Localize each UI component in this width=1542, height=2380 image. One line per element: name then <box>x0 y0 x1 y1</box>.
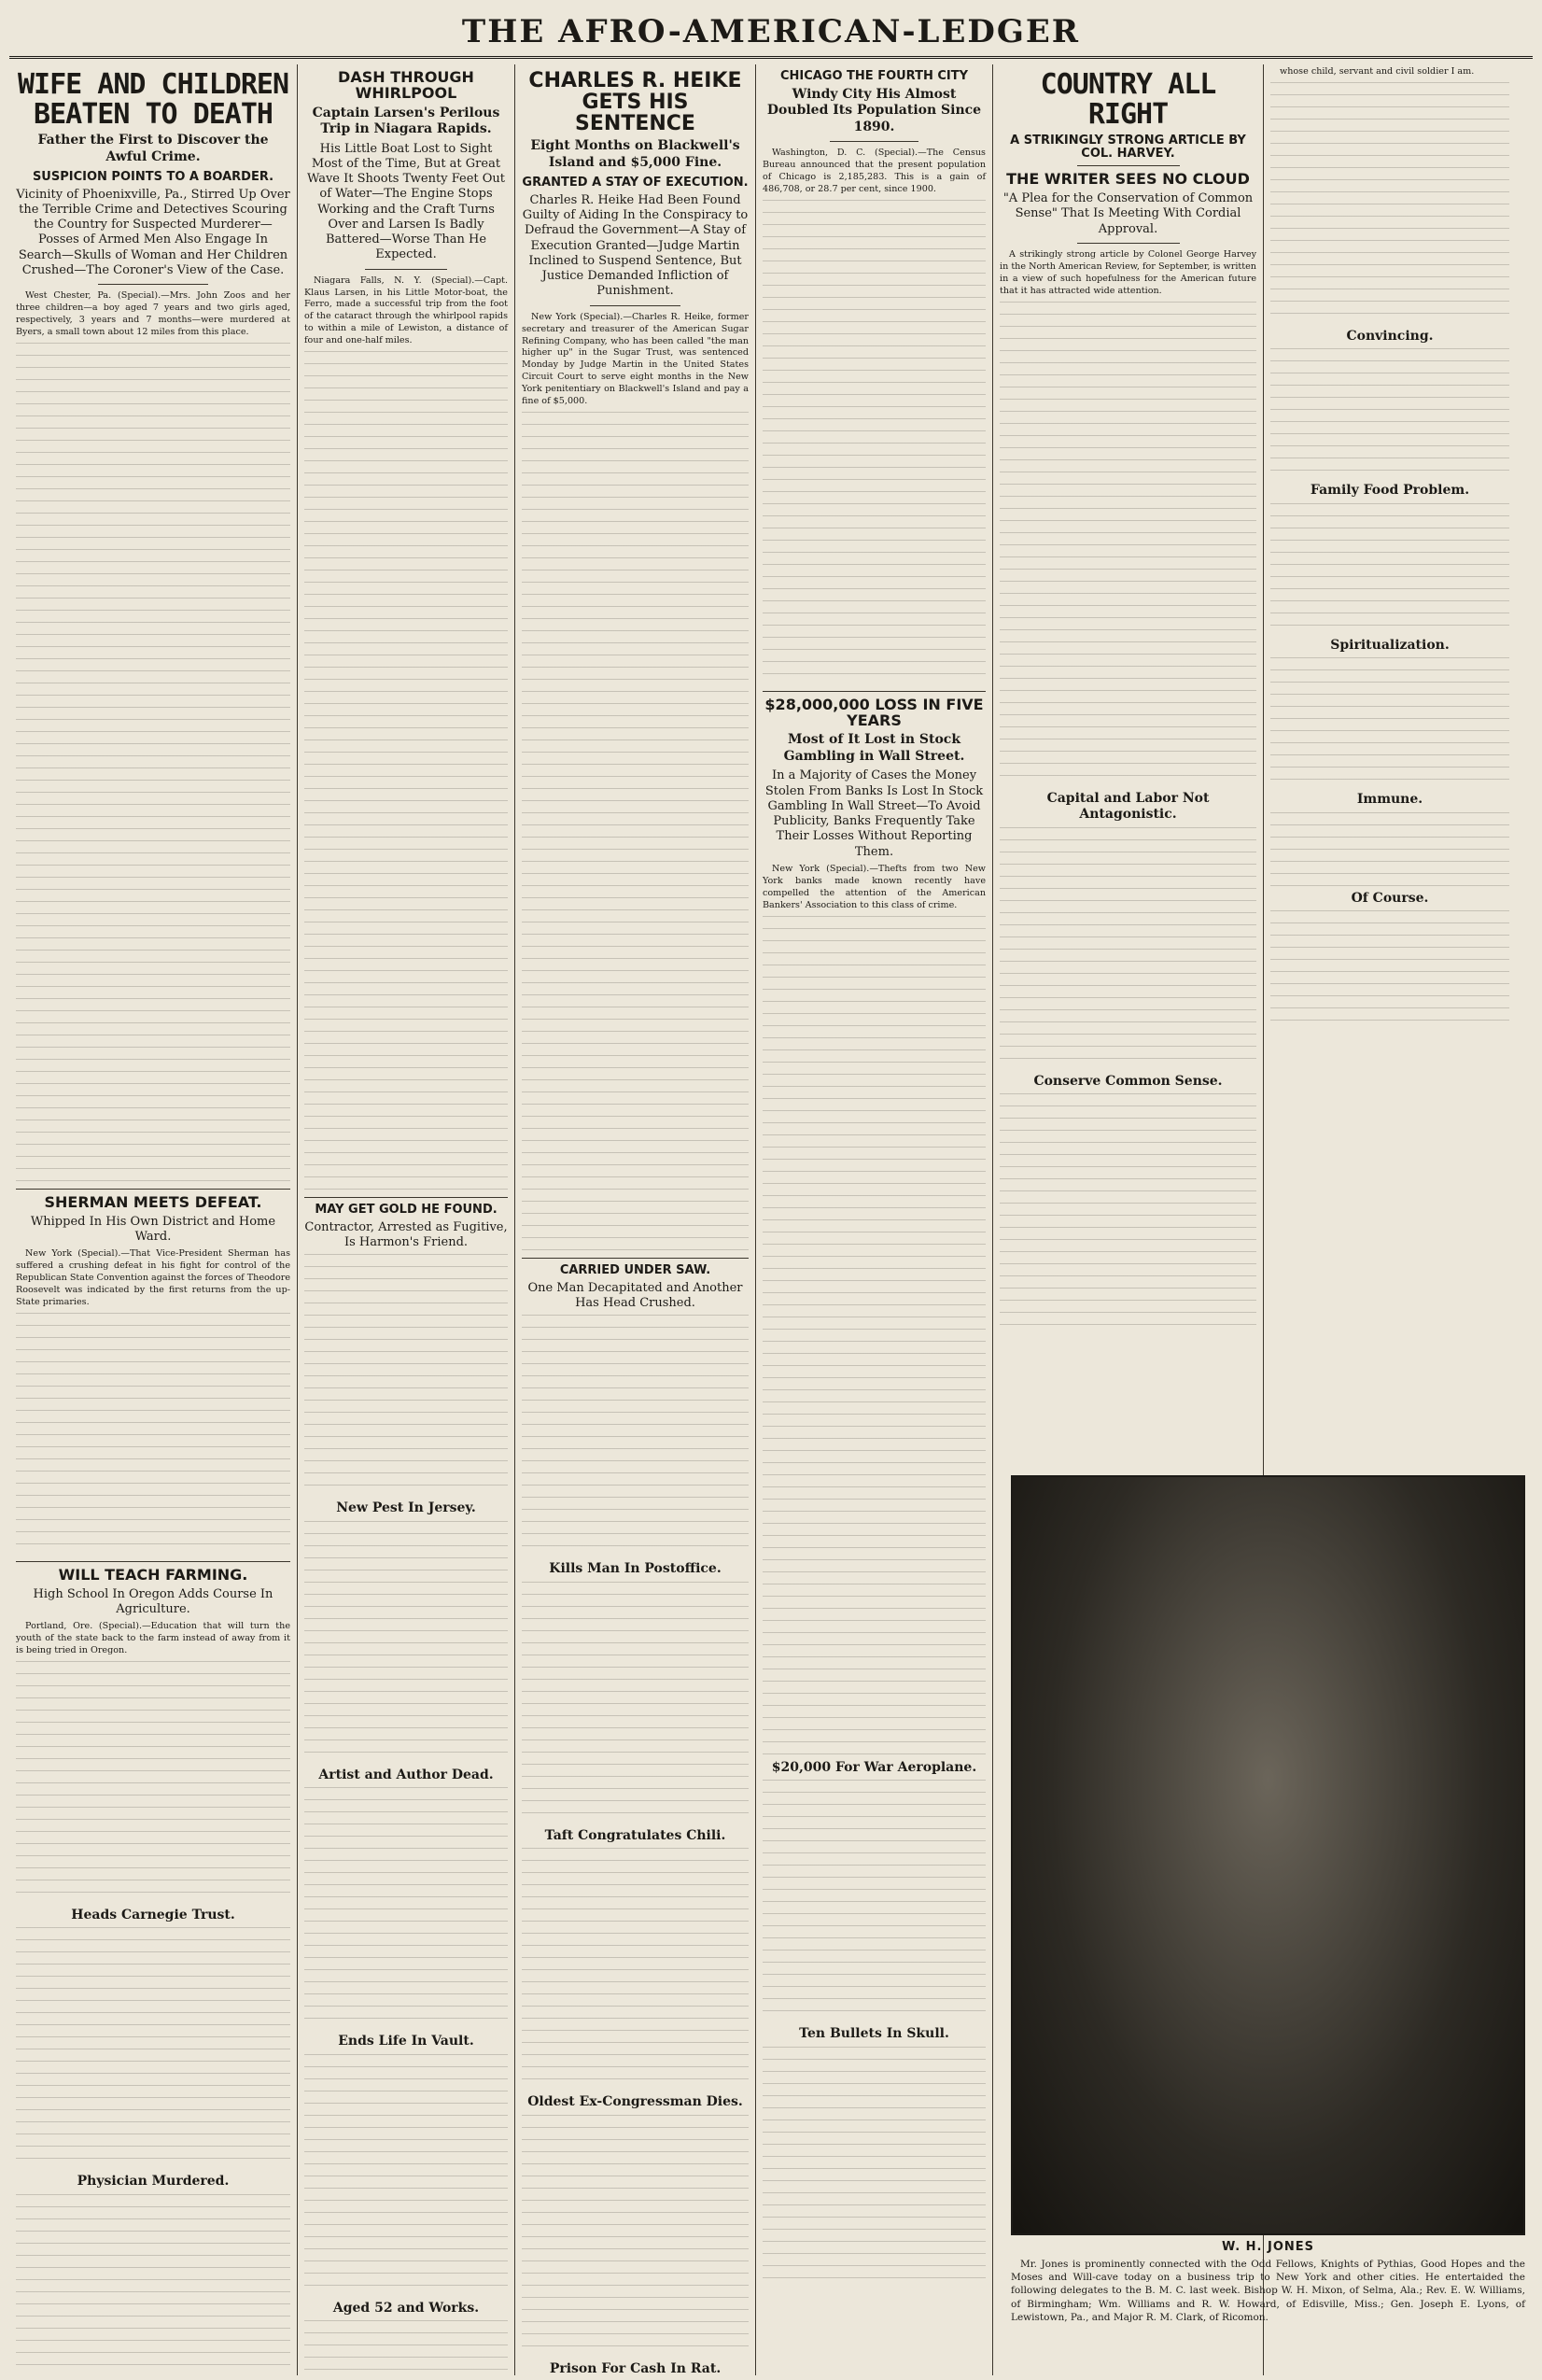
subhead: Capital and Labor Not Antagonistic. <box>1046 790 1210 823</box>
subhead: Convincing. <box>1346 328 1434 344</box>
article-body <box>1000 1093 1256 1336</box>
deck: Father the First to Discover the Awful Crime. <box>37 133 269 164</box>
article-body <box>304 351 508 1191</box>
article-body <box>1000 827 1256 1070</box>
article-lead: New York (Special).—Charles R. Heike, former secretary and treasurer of the American Sugar Refining Company, who has been called "the man higher up" in the Sugar Trust, was sentenced Monday by Judge Martin in the United States Circuit Court to serve eight months in the New York penitentiary on Blackwell's Island and pay a fine of $5,000. <box>522 311 749 407</box>
subhead: Heads Carnegie Trust. <box>71 1907 235 1922</box>
deck: In a Majority of Cases the Money Stolen From Banks Is Lost In Stock Gambling In Wall Street—To Avoid Publicity, Banks Frequently Take Their Losses Without Reporting Them. <box>764 768 984 859</box>
caption-title: W. H. JONES <box>1221 2240 1315 2254</box>
article-body <box>16 1927 290 2170</box>
article-body <box>16 2194 290 2375</box>
headline-sherman: SHERMAN MEETS DEFEAT. <box>44 1192 262 1211</box>
subhead: Physician Murdered. <box>77 2174 230 2190</box>
headline-gold: MAY GET GOLD HE FOUND. <box>315 1203 498 1218</box>
headline-cloud: THE WRITER SEES NO CLOUD <box>1006 170 1250 189</box>
subhead: Ends Life In Vault. <box>338 2034 474 2049</box>
subhead: Conserve Common Sense. <box>1033 1073 1223 1089</box>
headline-chicago: CHICAGO THE FOURTH CITY <box>779 69 969 83</box>
article-body <box>1000 302 1256 787</box>
headline-whirlpool: DASH THROUGH WHIRLPOOL <box>338 68 474 102</box>
headline-heike: CHARLES R. HEIKE GETS HIS SENTENCE <box>528 69 742 136</box>
headline-saw: CARRIED UNDER SAW. <box>559 1263 711 1278</box>
subhead: Oldest Ex-Congressman Dies. <box>527 2094 743 2110</box>
article-lead: New York (Special).—Thefts from two New York banks made known recently have compelled the attention of the American Bankers' Association to this class of crime. <box>763 863 986 910</box>
subhead: $20,000 For War Aeroplane. <box>771 1759 977 1775</box>
subhead: SUSPICION POINTS TO A BOARDER. <box>32 170 274 184</box>
article-body <box>763 2047 986 2289</box>
deck: Most of It Lost in Stock Gambling in Wall Street. <box>783 732 965 764</box>
caption-text: Mr. Jones is prominently connected with the Odd Fellows, Knights of Pythias, Good Hopes and the Moses and Will-cave today on a business trip to New York and other cities. He entertaided the following delegates to the B. M. C. last week. Bishop W. H. Mixon, of Selma, Ala.; Rev. E. W. Williams, of Birmingham; Wm. Williams and R. W. Howard, of Edisville, Miss.; Gen. Joseph E. Lyons, of Lewistown, Pa., and Major R. M. Clark, of Ricomon. <box>1011 2259 1525 2323</box>
column-6 <box>1264 64 1516 2375</box>
divider <box>16 1189 290 1190</box>
subhead: Artist and Author Dead. <box>318 1767 494 1782</box>
column-2 <box>298 64 515 2375</box>
subhead: Prison For Cash In Rat. <box>549 2360 722 2375</box>
article-body <box>1270 82 1509 325</box>
deck: Windy City His Almost Doubled Its Population Since 1890. <box>766 86 982 134</box>
article-body <box>1270 657 1509 788</box>
subhead: A STRIKINGLY STRONG ARTICLE BY COL. HARVEY. <box>1010 134 1246 161</box>
deck: Charles R. Heike Had Been Found Guilty of Aiding In the Conspiracy to Defraud the Government—A Stay of Execution Granted—Judge Martin Inclined to Suspend Sentence, But Justice Demanded Infliction of Punishment. <box>522 192 749 299</box>
divider <box>763 691 986 692</box>
subhead: New Pest In Jersey. <box>336 1500 476 1516</box>
divider <box>98 284 208 285</box>
subhead: Immune. <box>1356 792 1423 808</box>
article-body <box>763 916 986 1756</box>
subhead: Taft Congratulates Chili. <box>544 1827 726 1843</box>
article-body <box>763 1780 986 2022</box>
subhead: Of Course. <box>1351 890 1429 906</box>
deck: High School In Oregon Adds Course In Agriculture. <box>33 1586 273 1616</box>
article-body <box>16 1313 290 1556</box>
article-body <box>522 1848 749 2091</box>
article-body <box>522 1582 749 1824</box>
divider <box>304 1197 508 1198</box>
column-1 <box>9 64 298 2375</box>
deck: Whipped In His Own District and Home Ward. <box>30 1214 276 1244</box>
divider <box>16 1561 290 1562</box>
article-body <box>1270 348 1509 479</box>
article-body <box>522 1315 749 1557</box>
article-lead: West Chester, Pa. (Special).—Mrs. John Zoos and her three children—a boy aged 7 years and two girls aged, respectively, 3 years and 7 months—were murdered at Byers, a small town about 12 miles from this place. <box>16 290 290 337</box>
article-body <box>304 1521 508 1764</box>
article-body <box>1270 910 1509 1022</box>
deck: "A Plea for the Conservation of Common Sense" That Is Meeting With Cordial Approval. <box>1002 191 1254 236</box>
article-lead: Washington, D. C. (Special).—The Census Bureau announced that the present population of Chicago is 2,185,283. This is a gain of 486,708, or 28.7 per cent, since 1900. <box>763 148 986 194</box>
deck: Vicinity of Phoenixville, Pa., Stirred Up Over the Terrible Crime and Detectives Scouring the Country for Suspected Murderer—Posses of Armed Men Also Engage In Search—Skulls of Woman and Her Children Crushed—The Coroner's View of the Case. <box>16 187 290 277</box>
article-body <box>522 2115 749 2358</box>
divider <box>590 305 680 306</box>
headline-country: COUNTRY ALL RIGHT <box>1040 68 1216 131</box>
article-body <box>304 1787 508 2030</box>
masthead-title: THE AFRO-AMERICAN-LEDGER <box>461 13 1081 50</box>
article-body <box>304 2054 508 2297</box>
deck: His Little Boat Lost to Sight Most of the Time, But at Great Wave It Shoots Twenty Feet Out of Water—The Engine Stops Working and the Craft Turns Over and Larsen Is Badly Battered—Worse Than He Expected. <box>306 141 505 262</box>
divider <box>365 269 446 270</box>
article-body <box>304 1254 508 1497</box>
article-lead: New York (Special).—That Vice-President Sherman has suffered a crushing defeat in his fight for control of the Republican State Convention against the forces of Theodore Roosevelt was indicated by the first returns from the up-State primaries. <box>16 1248 290 1307</box>
article-body <box>16 343 290 1183</box>
headline-farming: WILL TEACH FARMING. <box>58 1565 248 1584</box>
article-body <box>16 1661 290 1904</box>
deck: Eight Months on Blackwell's Island and $5,000 Fine. <box>530 138 740 170</box>
divider <box>830 141 919 142</box>
headline-loss: $28,000,000 LOSS IN FIVE YEARS <box>764 695 984 729</box>
subhead: Ten Bullets In Skull. <box>799 2026 949 2042</box>
subhead: GRANTED A STAY OF EXECUTION. <box>522 176 749 190</box>
column-4 <box>756 64 993 2375</box>
article-body <box>304 2320 508 2375</box>
column-5 <box>993 64 1264 2375</box>
deck: Contractor, Arrested as Fugitive, Is Harmon's Friend. <box>304 1219 508 1250</box>
subhead: Spiritualization. <box>1330 637 1450 653</box>
divider <box>1077 243 1180 244</box>
article-body <box>1270 812 1509 887</box>
subhead: Aged 52 and Works. <box>332 2300 480 2316</box>
columns <box>9 64 1533 2375</box>
divider <box>1077 165 1180 166</box>
headline-wife-children: WIFE AND CHILDREN BEATEN TO DEATH <box>17 68 289 131</box>
column-3 <box>515 64 756 2375</box>
article-body <box>522 412 749 1252</box>
article-lead: Portland, Ore. (Special).—Education that will turn the youth of the state back to the farm instead of away from it is being tried in Oregon. <box>16 1621 290 1656</box>
deck: Captain Larsen's Perilous Trip in Niagara Rapids. <box>312 105 500 137</box>
divider <box>522 1258 749 1259</box>
article-lead: Niagara Falls, N. Y. (Special).—Capt. Klaus Larsen, in his Little Motor-boat, the Ferro, made a successful trip from the foot of the cataract through the whirlpool rapids to within a mile of Lewiston, a distance of four and one-half miles. <box>304 275 508 346</box>
subhead: Kills Man In Postoffice. <box>549 1561 722 1577</box>
article-body <box>1270 503 1509 634</box>
masthead <box>9 7 1533 59</box>
article-body <box>763 200 986 685</box>
article-lead: whose child, servant and civil soldier I am. <box>1280 66 1475 77</box>
deck: One Man Decapitated and Another Has Head Crushed. <box>527 1280 743 1311</box>
subhead: Family Food Problem. <box>1310 483 1470 499</box>
article-lead: A strikingly strong article by Colonel George Harvey in the North American Review, for September, is written in a view of such hopefulness for the American future that it has attracted wide attention. <box>1000 248 1256 296</box>
